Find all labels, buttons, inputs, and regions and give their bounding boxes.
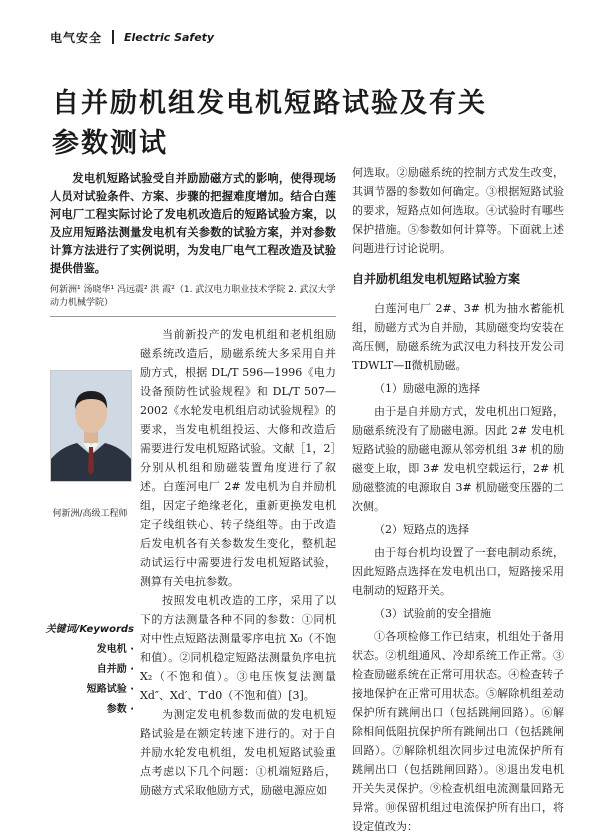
header-divider (112, 30, 114, 44)
keyword-item: 短路试验 · (86, 684, 134, 695)
keyword-item: 参数 · (106, 704, 134, 715)
section-heading: 自并励机组发电机短路试验方案 (352, 272, 521, 286)
body-paragraph: 由于是自并励方式，发电机出口短路，励磁系统没有了励磁电源。因此 2# 发电机短路试验的励磁电源从邻旁机组 3# 机的励磁变上取，即 3# 发电机空载运行，2# 机励磁整流的电源取自 3# 机励磁变压器的二次侧。 (352, 405, 564, 513)
author-line: 何新洲¹ 汤晓华¹ 冯远震² 洪 霞²（1. 武汉电力职业技术学院 2. 武汉大学动力机械学院） (50, 285, 336, 308)
subsection-heading: （2）短路点的选择 (374, 523, 469, 536)
section-label-en: Electric Safety (124, 30, 215, 44)
title-line-2: 参数测试 (52, 128, 168, 159)
subsection-heading: （3）试验前的安全措施 (374, 607, 491, 620)
keyword-item: 发电机 · (96, 644, 134, 655)
body-paragraph: 由于每台机均设置了一套电制动系统，因此短路点选择在发电机出口，短路接采用电制动的短路开关。 (352, 546, 564, 597)
keywords-block (44, 620, 134, 720)
body-column-right (352, 163, 564, 836)
author-photo (50, 370, 132, 482)
divider-rule (50, 316, 336, 317)
article-title (52, 84, 492, 164)
body-paragraph: 何选取。②励磁系统的控制方式发生改变，其调节器的参数如何确定。③根据短路试验的要求，短路点如何选取。④试验时有哪些保护措施。⑤参数如何计算等。下面就上述问题进行讨论说明。 (352, 166, 564, 255)
title-line-1: 自并励机组发电机短路试验及有关 (52, 88, 487, 119)
subsection-heading: （1）励磁电源的选择 (374, 382, 480, 395)
photo-caption: 何新洲/高级工程师 (52, 509, 128, 519)
abstract: 发电机短路试验受自并励励磁方式的影响，使得现场人员对试验条件、方案、步骤的把握难度增加。结合白莲河电厂工程实际讨论了发电机改造后的短路试验方案，以及应用短路法测量发电机有关参数的试验方案，并对参数计算方法进行了实例说明，为发电厂电气工程改造及试验提供借鉴。 (50, 172, 336, 275)
body-paragraph: ①各项检修工作已结束，机组处于备用状态。②机组通风、冷却系统工作正常。③检查励磁系统在正常可用状态。④检查转子接地保护在正常可用状态。⑤解除机组差动保护所有跳闸出口（包括跳闸回路）。⑥解除相间低阻抗保护所有跳闸出口（包括跳闸回路）。⑦解除机组次同步过电流保护所有跳闸出口（包括跳闸回路）。⑧退出发电机开关失灵保护。⑨检查机组电流测量回路无异常。⑩保留机组过电流保护所有出口，将设定值改为： (352, 630, 564, 833)
keywords-label: 关键词/Keywords (45, 624, 134, 635)
section-label-cn: 电气安全 (50, 30, 103, 45)
body-paragraph: 白莲河电厂 2#、3# 机为抽水蓄能机组，励磁方式为自并励，其励磁变均安装在高压侧，励磁系统为武汉电力科技开发公司 TDWLT—Ⅱ微机励磁。 (352, 302, 564, 372)
section-header (50, 28, 214, 46)
keyword-item: 自并励 · (96, 664, 134, 675)
body-paragraph: 当前新投产的发电机组和老机组励磁系统改造后，励磁系统大多采用自并励方式，根据 DL/T 596—1996《电力设备预防性试验规程》和 DL/T 507—2002《水轮发电机组启动试验规程》的要求，当发电机组投运、大修和改造后需要进行发电机短路试验。文献［1，2］分别从机组和励磁装置角度进行了叙述。白莲河电厂 2# 发电机为自并励机组，因定子绝缘老化，重新更换发电机定子线组铁心、转子绕组等。由于改造后发电机各有关参数发生变化，整机起动试运行中需要进行发电机短路试验，测算有关电抗参数。 (140, 328, 336, 588)
body-column-middle (140, 325, 336, 800)
body-paragraph: 按照发电机改造的工序，采用了以下的方法测量各种不同的参数：①同机对中性点短路法测量零序电抗 X₀（不饱和值）。②同机稳定短路法测量负序电抗 X₂（不饱和值）。③电压恢复法测量 Xd″、Xd′、T′d0（不饱和值）[3]。 (140, 594, 336, 702)
body-paragraph: 为测定发电机参数而做的发电机短路试验是在额定转速下进行的。对于自并励水轮发电机组，发电机短路试验重点考虑以下几个问题：①机端短路后，励磁方式采取他励方式，励磁电源应如 (140, 708, 336, 797)
